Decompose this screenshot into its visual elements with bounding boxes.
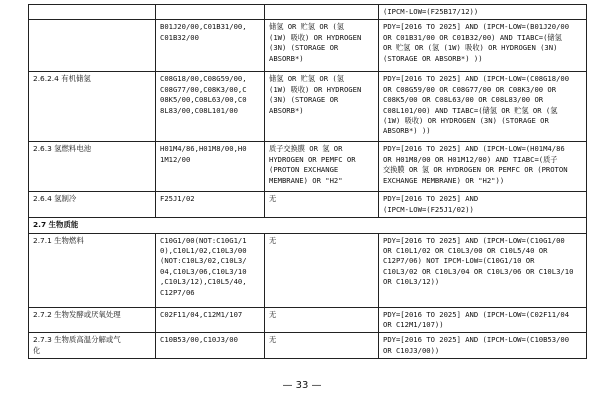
table-row (29, 72, 587, 142)
search-query-cell: PDY=[2016 TO 2025] AND (IPCM-LOW=(C10G1/00 OR C10L1/02 OR C10L3/00 OR C10L5/40 OR C12P7/06) NOT IPCM-LOW=(C10G1/10 OR C10L3/02 OR C10L3/04 OR C10L3/06 OR C10L3/10 OR C10L3/12)) (379, 233, 587, 307)
row-title-cell (29, 5, 156, 20)
ipc-code-cell: C08G18/00,C08G59/00, C08G77/00,C08K3/00,C 08K5/00,C08L63/00,C0 8L83/00,C08L101/00 (156, 72, 265, 142)
ipc-code-cell: C10B53/00,C10J3/00 (156, 333, 265, 359)
row-title-cell: 2.6.4 氢制冷 (29, 192, 156, 218)
section-heading: 2.7 生物质能 (29, 218, 587, 233)
search-query-cell: (IPCM-LOW=(F25B17/12)) (379, 5, 587, 20)
ipc-code-cell: C02F11/04,C12M1/107 (156, 307, 265, 333)
ipc-code-cell: H01M4/86,H01M8/00,H0 1M12/00 (156, 142, 265, 192)
table-row (29, 233, 587, 307)
row-title-cell: 2.6.3 氢燃料电池 (29, 142, 156, 192)
keyword-cell: 无 (265, 233, 379, 307)
section-row (29, 218, 587, 233)
table-row (29, 192, 587, 218)
page-number: — 33 — (282, 380, 322, 391)
table-row (29, 142, 587, 192)
row-title-cell: 2.7.3 生物质高温分解或气 化 (29, 333, 156, 359)
search-query-cell: PDY=[2016 TO 2025] AND (IPCM-LOW=(H01M4/86 OR H01M8/00 OR H01M12/00) AND TIABC=(质子 交换膜 OR 氢 OR HYDROGEN OR PEMFC OR (PROTON EXCHANGE MEMBRANE) OR "H2")) (379, 142, 587, 192)
keyword-cell: 质子交换膜 OR 氢 OR HYDROGEN OR PEMFC OR (PROTON EXCHANGE MEMBRANE) OR "H2" (265, 142, 379, 192)
table-row (29, 5, 587, 20)
table-row (29, 307, 587, 333)
keyword-cell: 无 (265, 192, 379, 218)
row-title-cell: 2.7.2 生物发酵或厌氧处理 (29, 307, 156, 333)
table-row (29, 333, 587, 359)
keyword-cell: 无 (265, 307, 379, 333)
search-query-cell: PDY=[2016 TO 2025] AND (IPCM-LOW=(F25J1/02)) (379, 192, 587, 218)
search-query-cell: PDY=[2016 TO 2025] AND (IPCM-LOW=(C08G18/00 OR C08G59/00 OR C08G77/00 OR C08K3/00 OR C08K5/00 OR C08L63/00 OR C08L83/00 OR C08L101/00) AND TIABC=(储氢 OR 贮氢 OR (氢 (1W) 吸收) OR HYDROGEN (3N) (STORAGE OR ABSORB*) )) (379, 72, 587, 142)
search-query-cell: PDY=[2016 TO 2025] AND (IPCM-LOW=(B01J20/00 OR C01B31/00 OR C01B32/00) AND TIABC=(储氢 OR 贮氢 OR (氢 (1W) 吸收) OR HYDROGEN (3N) (STORAGE OR ABSORB*) )) (379, 20, 587, 72)
ipc-code-cell: C10G1/00(NOT:C10G1/1 0),C10L1/02,C10L3/00 (NOT:C10L3/02,C10L3/ 04,C10L3/06,C10L3/10 ,C10L3/12),C10L5/40, C12P7/06 (156, 233, 265, 307)
ipc-code-cell: B01J20/00,C01B31/00, C01B32/00 (156, 20, 265, 72)
keyword-cell: 储氢 OR 贮氢 OR (氢 (1W) 吸收) OR HYDROGEN (3N) (STORAGE OR ABSORB*) (265, 72, 379, 142)
keyword-cell: 无 (265, 333, 379, 359)
row-title-cell: 2.6.2.4 有机储氢 (29, 72, 156, 142)
search-query-cell: PDY=[2016 TO 2025] AND (IPCM-LOW=(C02F11/04 OR C12M1/107)) (379, 307, 587, 333)
table-row (29, 20, 587, 72)
row-title-cell (29, 20, 156, 72)
keyword-cell: 储氢 OR 贮氢 OR (氢 (1W) 吸收) OR HYDROGEN (3N) (STORAGE OR ABSORB*) (265, 20, 379, 72)
ipc-code-cell (156, 5, 265, 20)
keyword-cell (265, 5, 379, 20)
search-query-cell: PDY=[2016 TO 2025] AND (IPCM-LOW=(C10B53/00 OR C10J3/00)) (379, 333, 587, 359)
row-title-cell: 2.7.1 生物燃料 (29, 233, 156, 307)
classification-table (28, 4, 587, 359)
ipc-code-cell: F25J1/02 (156, 192, 265, 218)
